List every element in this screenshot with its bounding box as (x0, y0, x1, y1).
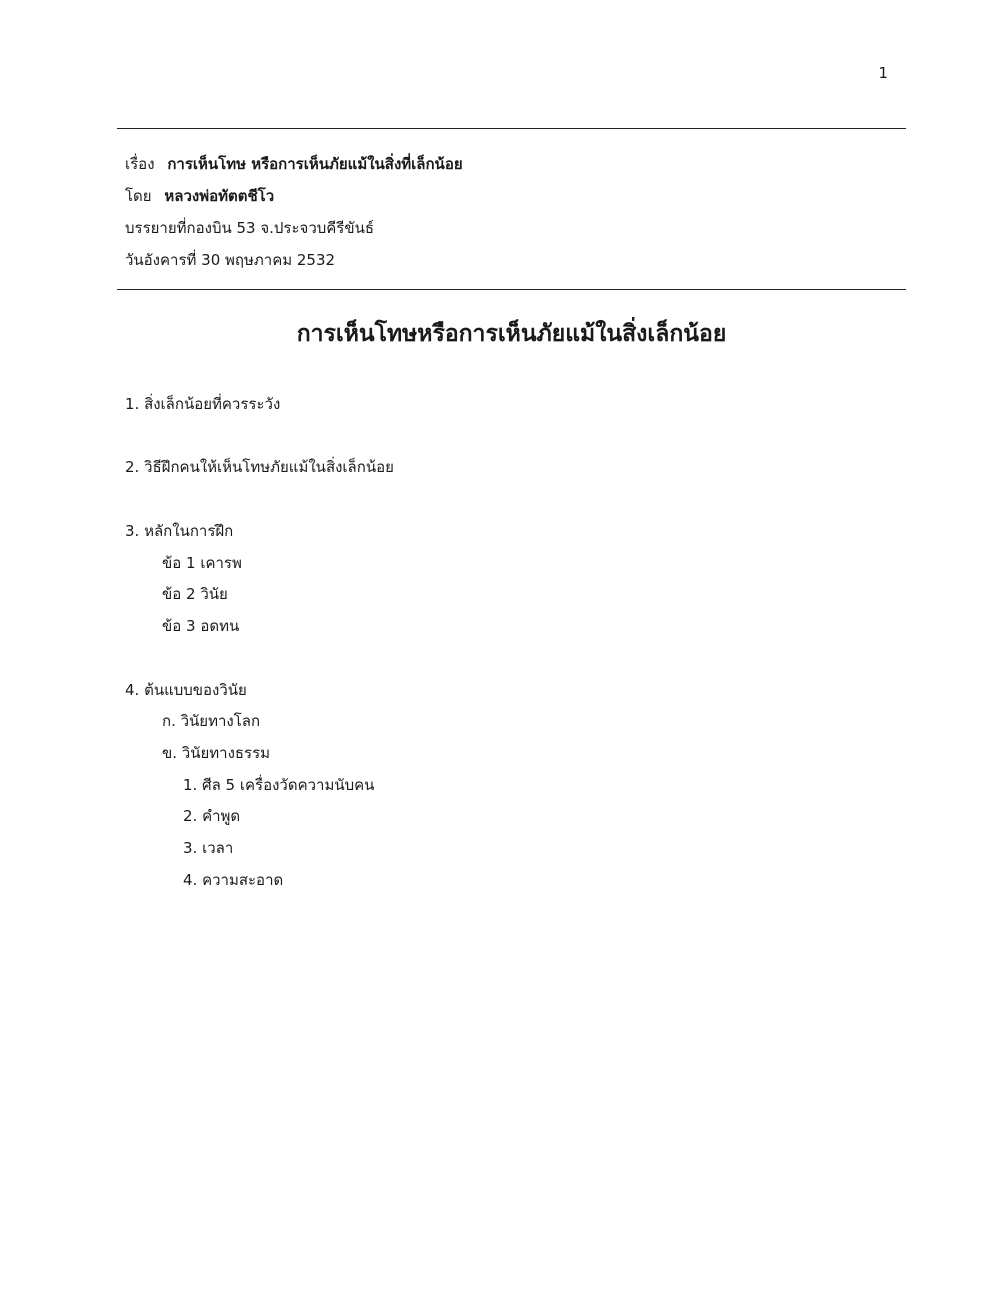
outline-item-3-3: ข้อ 3 อดทน (162, 617, 240, 635)
outline-item-4-b-1: 1. ศีล 5 เครื่องวัดความนับคน (183, 776, 375, 794)
subject-value: การเห็นโทษ หรือการเห็นภัยแม้ในสิ่งที่เล็กน้อย (167, 155, 463, 173)
outline-section-2: 2. วิธีฝึกคนให้เห็นโทษภัยแม้ในสิ่งเล็กน้อย (125, 458, 394, 476)
outline-item-4-b-2: 2. คำพูด (183, 807, 241, 825)
outline-section-3: 3. หลักในการฝึก (125, 522, 234, 540)
outline-item-4-a: ก. วินัยทางโลก (162, 712, 261, 730)
outline-section-4: 4. ต้นแบบของวินัย (125, 681, 247, 699)
header-top-rule (117, 128, 906, 129)
subject-line (125, 150, 885, 182)
author-line (125, 182, 885, 214)
outline-item-3-2: ข้อ 2 วินัย (162, 585, 228, 603)
header-bottom-rule (117, 289, 906, 290)
page-number: 1 (878, 64, 888, 82)
subject-label: เรื่อง (125, 155, 155, 173)
author-label: โดย (125, 187, 152, 205)
document-header (125, 150, 885, 278)
outline-item-3-1: ข้อ 1 เคารพ (162, 554, 242, 572)
venue-line: บรรยายที่กองบิน 53 จ.ประจวบคีรีขันธ์ (125, 219, 375, 237)
date-line: วันอังคารที่ 30 พฤษภาคม 2532 (125, 251, 336, 269)
outline-section-1: 1. สิ่งเล็กน้อยที่ควรระวัง (125, 395, 281, 413)
document-title: การเห็นโทษหรือการเห็นภัยแม้ในสิ่งเล็กน้อย (296, 321, 727, 347)
outline-item-4-b: ข. วินัยทางธรรม (162, 744, 271, 762)
outline-item-4-b-4: 4. ความสะอาด (183, 871, 284, 889)
outline-item-4-b-3: 3. เวลา (183, 839, 234, 857)
author-value: หลวงพ่อทัตตชีโว (164, 187, 275, 205)
